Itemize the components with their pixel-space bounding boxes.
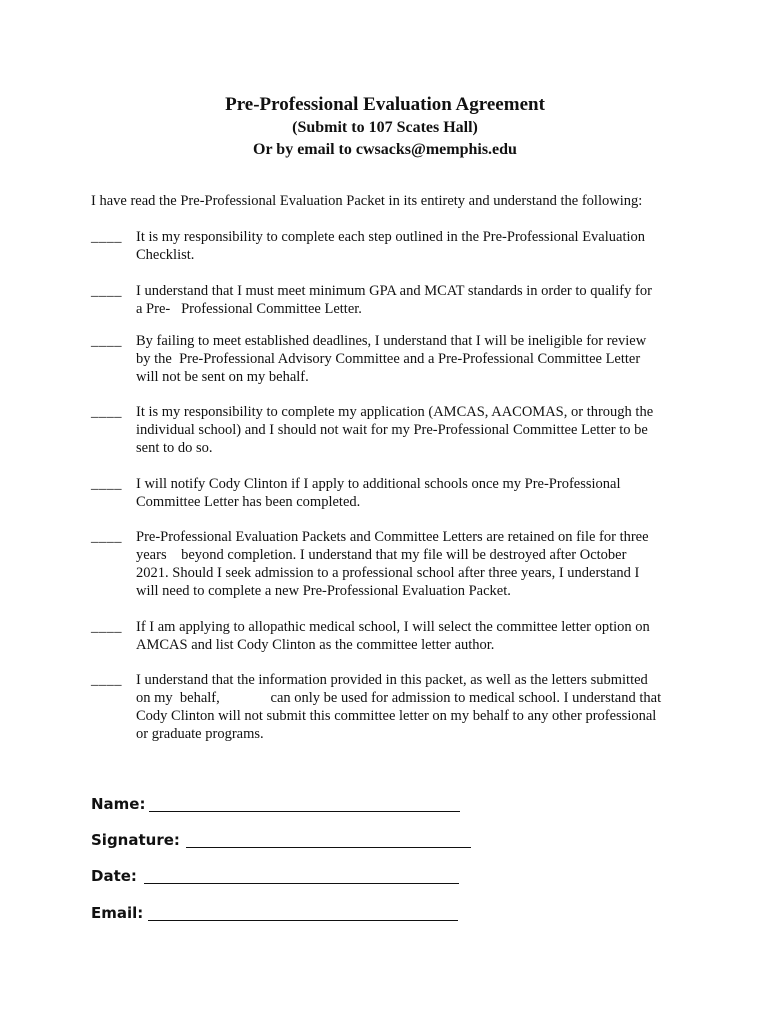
initial-blank[interactable]: ____	[91, 404, 122, 420]
agreement-item-text	[136, 282, 691, 318]
item-line: Pre-Professional Evaluation Packets and Committee Letters are retained on file for three	[136, 529, 649, 545]
agreement-item-text	[136, 528, 691, 600]
intro-statement: I have read the Pre-Professional Evaluation Packet in its entirety and understand the following:	[91, 193, 643, 209]
item-line: or graduate programs.	[136, 726, 264, 742]
email-field[interactable]	[148, 920, 458, 921]
agreement-item-text	[136, 403, 691, 457]
initial-blank[interactable]: ____	[91, 229, 122, 245]
agreement-item-text	[136, 228, 691, 264]
item-line: I understand that the information provided in this packet, as well as the letters submitted	[136, 672, 648, 688]
item-line: It is my responsibility to complete my application (AMCAS, AACOMAS, or through the	[136, 404, 654, 420]
initial-blank[interactable]: ____	[91, 476, 122, 492]
item-line: individual school) and I should not wait for my Pre-Professional Committee Letter to be	[136, 422, 648, 438]
item-line: years beyond completion. I understand that my file will be destroyed after October	[136, 547, 627, 563]
date-field-label: Date:	[91, 867, 137, 885]
agreement-item-text	[136, 618, 691, 654]
agreement-item-text	[136, 332, 691, 386]
agreement-item-text	[136, 475, 691, 511]
item-line: a Pre- Professional Committee Letter.	[136, 301, 362, 317]
item-line: on my behalf, can only be used for admission to medical school. I understand that	[136, 690, 662, 706]
item-line: Checklist.	[136, 247, 195, 263]
initial-blank[interactable]: ____	[91, 619, 122, 635]
document-title: Pre-Professional Evaluation Agreement	[225, 94, 545, 115]
document-subtitle: (Submit to 107 Scates Hall)	[292, 119, 478, 136]
item-line: by the Pre-Professional Advisory Committee and a Pre-Professional Committee Letter	[136, 351, 641, 367]
date-field[interactable]	[144, 883, 459, 884]
item-line: I understand that I must meet minimum GPA and MCAT standards in order to qualify for	[136, 283, 652, 299]
item-line: Cody Clinton will not submit this committee letter on my behalf to any other professional	[136, 708, 657, 724]
submission-email-line: Or by email to cwsacks@memphis.edu	[253, 141, 517, 158]
item-line: will need to complete a new Pre-Professional Evaluation Packet.	[136, 583, 511, 599]
initial-blank[interactable]: ____	[91, 529, 122, 545]
item-line: will not be sent on my behalf.	[136, 369, 309, 385]
name-field-label: Name:	[91, 795, 146, 813]
name-field[interactable]	[149, 811, 460, 812]
agreement-item-text	[136, 671, 691, 743]
item-line: By failing to meet established deadlines, I understand that I will be ineligible for review	[136, 333, 647, 349]
item-line: I will notify Cody Clinton if I apply to additional schools once my Pre-Professional	[136, 476, 621, 492]
item-line: Committee Letter has been completed.	[136, 494, 361, 510]
item-line: It is my responsibility to complete each step outlined in the Pre-Professional Evaluation	[136, 229, 646, 245]
email-field-label: Email:	[91, 904, 144, 922]
signature-field[interactable]	[186, 847, 471, 848]
initial-blank[interactable]: ____	[91, 333, 122, 349]
item-line: sent to do so.	[136, 440, 213, 456]
item-line: AMCAS and list Cody Clinton as the committee letter author.	[136, 637, 495, 653]
item-line: 2021. Should I seek admission to a professional school after three years, I understand I	[136, 565, 640, 581]
item-line: If I am applying to allopathic medical school, I will select the committee letter option on	[136, 619, 650, 635]
initial-blank[interactable]: ____	[91, 672, 122, 688]
signature-field-label: Signature:	[91, 831, 180, 849]
initial-blank[interactable]: ____	[91, 283, 122, 299]
